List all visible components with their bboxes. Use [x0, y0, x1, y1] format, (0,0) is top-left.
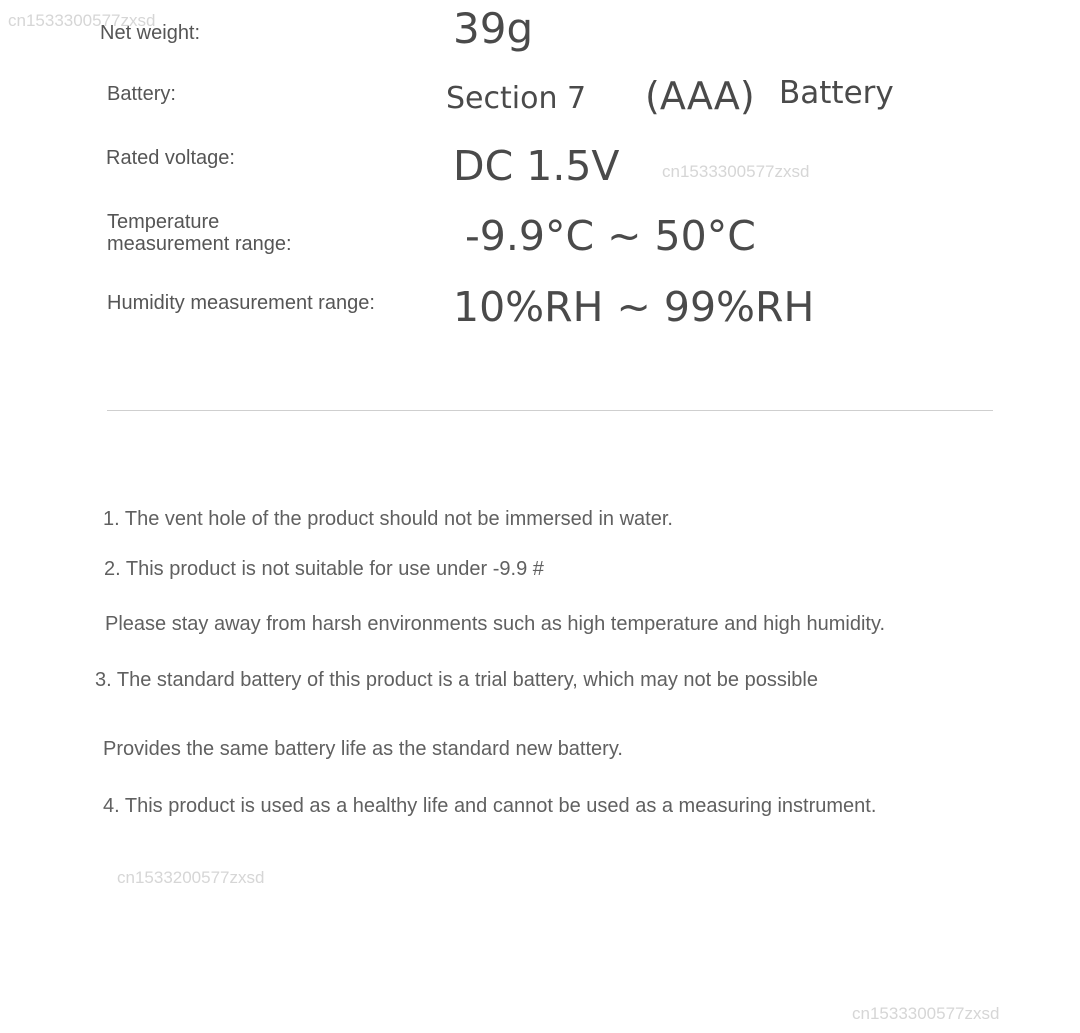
note-3-continued: Provides the same battery life as the standard new battery.	[103, 738, 623, 760]
note-4: 4. This product is used as a healthy life and cannot be used as a measuring instrument.	[103, 795, 877, 817]
watermark-mid: cn1533300577zxsd	[662, 162, 810, 181]
note-2: 2. This product is not suitable for use under -9.9 #	[104, 558, 544, 580]
humidity-value: 10%RH ~ 99%RH	[453, 283, 815, 331]
section-divider	[107, 410, 993, 411]
note-1: 1. The vent hole of the product should not be immersed in water.	[103, 508, 673, 530]
rated-voltage-value: DC 1.5V	[453, 142, 620, 190]
battery-value-word: Battery	[779, 75, 894, 111]
watermark-top-left: cn1533300577zxsd	[8, 11, 156, 30]
battery-value-section: Section 7	[446, 81, 587, 116]
temperature-label-line1: Temperature	[107, 211, 220, 233]
note-3: 3. The standard battery of this product is a trial battery, which may not be possible	[95, 669, 818, 691]
watermark-bottom-right: cn1533300577zxsd	[852, 1004, 1000, 1023]
temperature-label-line2: measurement range:	[107, 233, 292, 255]
net-weight-label: Net weight:	[100, 22, 201, 44]
humidity-label: Humidity measurement range:	[107, 292, 375, 314]
battery-label: Battery:	[107, 83, 176, 105]
rated-voltage-label: Rated voltage:	[106, 147, 235, 169]
note-2-continued: Please stay away from harsh environments such as high temperature and high humidity.	[105, 613, 886, 635]
net-weight-value: 39g	[453, 4, 534, 53]
temperature-value: -9.9°C ~ 50°C	[465, 212, 756, 260]
watermark-lower-left: cn1533200577zxsd	[117, 868, 265, 887]
battery-value-type: (AAA)	[645, 74, 755, 118]
